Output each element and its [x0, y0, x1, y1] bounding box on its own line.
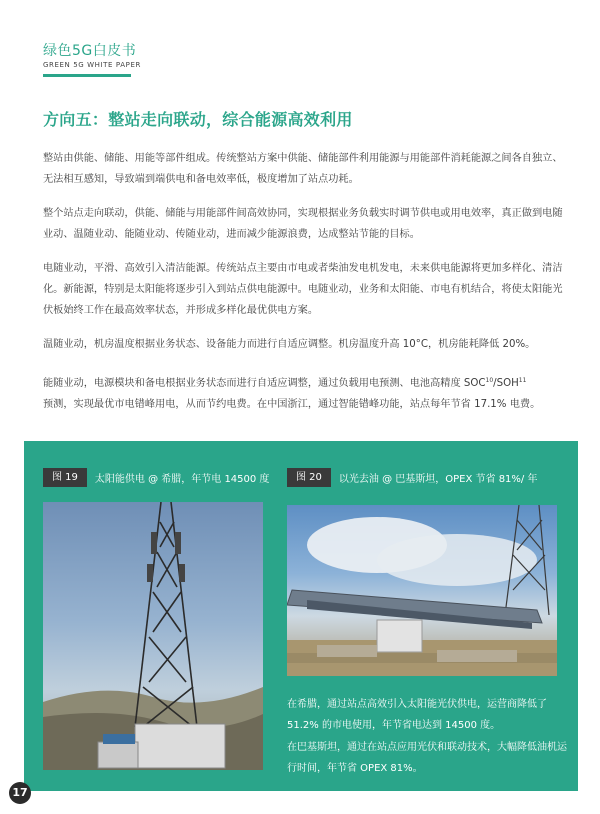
figure-19-number: 图 19: [43, 468, 87, 487]
paragraph-2: 整个站点走向联动，供能、储能与用能部件间高效协同，实现根据业务负载实时调节供电或用电效率，真正做到电随业动、温随业动、能随业动、传随业动，进而减少能源浪费，达成整站节能的目标。: [43, 208, 563, 240]
figure-19-label: [43, 468, 269, 487]
panel-text-pakistan: 在巴基斯坦，通过在站点应用光伏和联动技术，大幅降低油机运行时间，年节省 OPEX 81%。: [287, 742, 567, 774]
paragraph-4: 温随业动，机房温度根据业务状态、设备能力而进行自适应调整。机房温度升高 10°C，机房能耗降低 20%。: [43, 339, 536, 350]
paragraph-5-part-c: 预测，实现最优市电错峰用电，从而节约电费。在中国浙江，通过智能错峰功能，站点每年节省 17.1% 电费。: [43, 399, 541, 410]
paragraph-1: 整站由供能、储能、用能等部件组成。传统整站方案中供能、储能部件利用能源与用能部件消耗能源之间各自独立、无法相互感知，导致端到端供电和备电效率低，极度增加了站点功耗。: [43, 153, 563, 185]
section-title: 方向五：整站走向联动，综合能源高效利用: [43, 110, 353, 129]
figure-19-caption: 太阳能供电 @ 希腊，年节电 14500 度: [94, 474, 270, 485]
page-header: [43, 42, 141, 69]
header-rule: [43, 74, 131, 77]
figure-19-photo: [43, 502, 263, 770]
paragraph-5-part-b: /SOH: [493, 378, 519, 389]
figure-20-caption: 以光去油 @ 巴基斯坦，OPEX 节省 81%/ 年: [338, 474, 538, 485]
paragraph-5-part-a: 能随业动，电源模块和备电根据业务状态而进行自适应调整，通过负载用电预测、电池高精度 SOC: [43, 378, 486, 389]
solar-panel-illustration: [287, 505, 557, 676]
paragraph-5: [43, 370, 563, 415]
paragraph-3: 电随业动，平滑、高效引入清洁能源。传统站点主要由市电或者柴油发电机发电，未来供电能源将更加多样化、清洁化。新能源，特别是太阳能将逐步引入到站点供电能源中。电随业动，业务和太阳能、市电有机结合，将使太阳能光伏板始终工作在最高效率状态，并形成多样化最优供电方案。: [43, 263, 563, 316]
header-subtitle: GREEN 5G WHITE PAPER: [43, 61, 141, 69]
figure-20-label: [287, 468, 537, 487]
telecom-tower-illustration: [43, 502, 263, 770]
panel-text-greece: 在希腊，通过站点高效引入太阳能光伏供电，运营商降低了 51.2% 的市电使用，年节省电达到 14500 度。: [287, 699, 547, 731]
footnote-ref-10: 10: [485, 377, 494, 384]
page-number: 17: [9, 782, 31, 804]
figure-20-photo: [287, 505, 557, 676]
header-title: 绿色5G白皮书: [43, 43, 137, 59]
figure-20-number: 图 20: [287, 468, 331, 487]
footnote-ref-11: 11: [518, 377, 527, 384]
